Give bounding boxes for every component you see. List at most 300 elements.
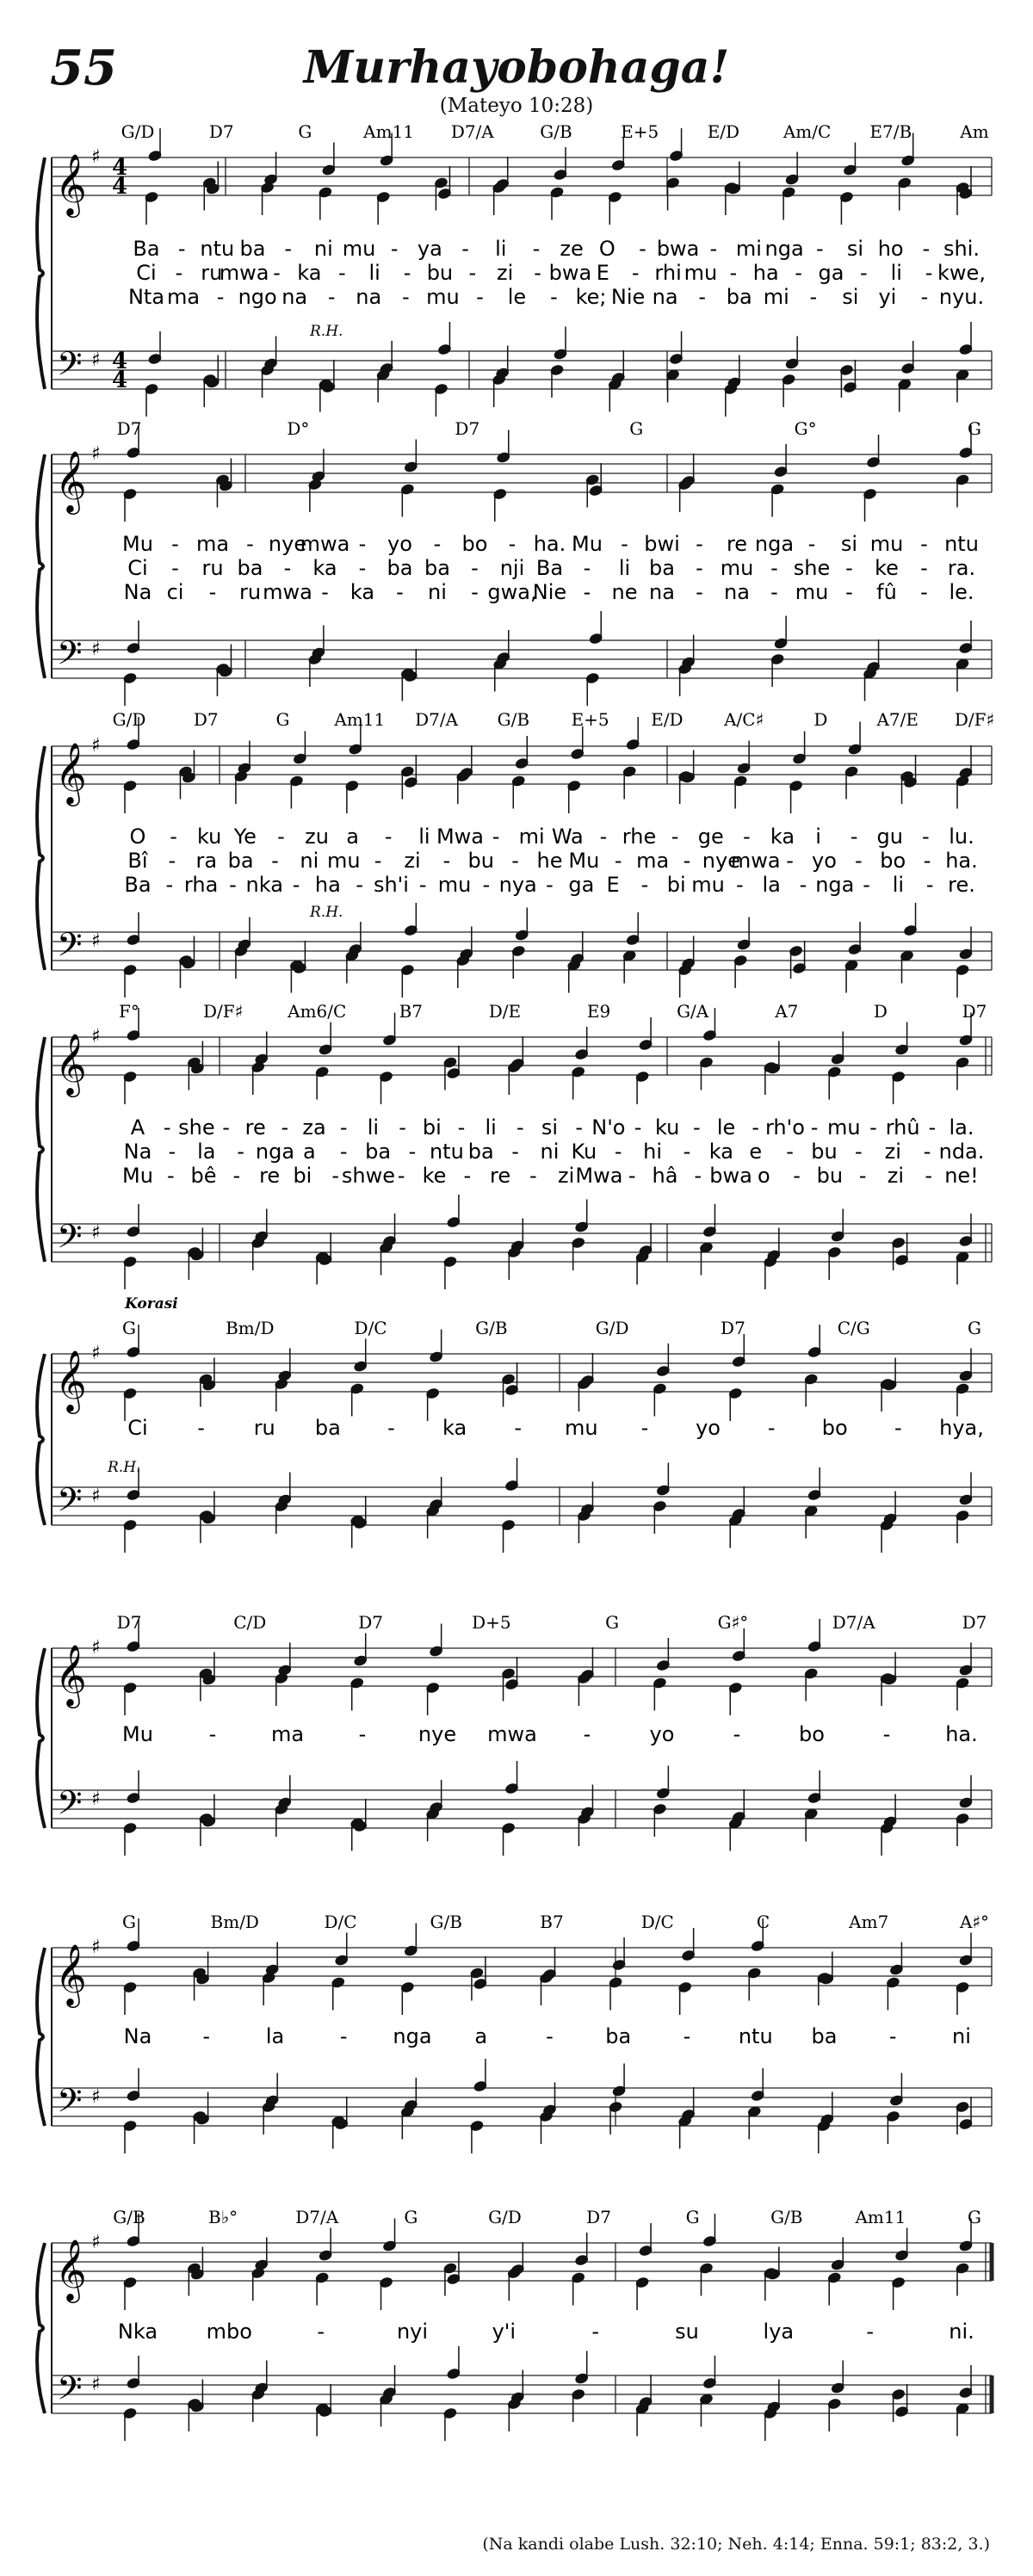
lyric-syllable: ze: [560, 237, 584, 261]
lyric-syllable: hâ: [652, 1164, 678, 1188]
lyric-syllable: ni: [428, 580, 447, 604]
lyric-syllable: -: [229, 873, 237, 897]
lyric-syllable: zi: [884, 1140, 901, 1164]
lyric-syllable: rhû: [885, 1115, 920, 1140]
lyric-syllable: mi: [518, 825, 545, 849]
lyric-syllable: -: [621, 532, 628, 556]
lyric-syllable: ha: [752, 261, 779, 285]
lyric-syllable: -: [163, 1115, 171, 1140]
svg-text:♯: ♯: [91, 735, 101, 757]
lyric-syllable: le: [716, 1115, 736, 1140]
lyric-syllable: -: [358, 556, 367, 580]
chord-symbol: A/C♯: [724, 709, 764, 730]
lyric-syllable: na: [649, 580, 675, 604]
lyric-syllable: mbo: [206, 2320, 252, 2344]
lyric-syllable: Ba: [535, 556, 564, 580]
lyric-syllable: -: [767, 1416, 776, 1440]
lyric-syllable: ku: [655, 1115, 680, 1140]
chord-symbol: D/E: [488, 1001, 522, 1022]
lyric-syllable: -: [845, 556, 853, 580]
lyric-syllable: Nie: [532, 580, 567, 604]
lyric-syllable: -: [390, 237, 399, 261]
lyric-syllable: -: [202, 2024, 211, 2048]
lyric-syllable: bu: [426, 261, 454, 285]
chord-symbol: Am11: [363, 121, 415, 142]
lyric-syllable: Ci: [127, 556, 148, 580]
lyric-syllable: -: [858, 1164, 867, 1188]
lyric-syllable: -: [550, 285, 558, 309]
lyric-syllable: -: [534, 261, 541, 285]
lyric-syllable: ntu: [429, 1140, 464, 1164]
lyric-syllable: re: [490, 1164, 511, 1188]
footer-references: (Na kandi olabe Lush. 32:10; Neh. 4:14; Enna. 59:1; 83:2, 3.): [482, 2535, 990, 2554]
lyric-syllable: nga: [815, 873, 855, 897]
svg-text:𝄢: 𝄢: [57, 1783, 83, 1830]
chord-symbol: G: [122, 1318, 136, 1338]
lyric-syllable: -: [246, 532, 254, 556]
svg-text:♯: ♯: [91, 2374, 101, 2395]
lyric-syllable: A: [130, 1115, 145, 1140]
chord-symbol: D7: [193, 709, 219, 730]
lyric-syllable: -: [442, 849, 451, 873]
lyric-syllable: li: [485, 1115, 497, 1140]
lyric-syllable: -: [920, 532, 928, 556]
lyric-syllable: bwi: [644, 532, 680, 556]
lyric-syllable: -: [532, 237, 541, 261]
chord-symbol: Bm/D: [210, 1912, 259, 1932]
right-hand-label: R.H.: [108, 1459, 141, 1476]
lyric-syllable: ni: [300, 849, 319, 873]
lyric-syllable: zi: [404, 849, 421, 873]
lyric-syllable: ba: [726, 285, 752, 309]
lyric-syllable: ba: [387, 556, 413, 580]
chord-symbol: G: [629, 418, 644, 439]
lyric-syllable: -: [863, 873, 870, 897]
lyric-syllable: ya: [417, 237, 442, 261]
lyric-syllable: Ci: [127, 1416, 148, 1440]
lyric-syllable: ga: [568, 873, 595, 897]
lyric-syllable: ra.: [947, 556, 976, 580]
lyric-syllable: fû: [876, 580, 897, 604]
lyric-syllable: zi: [887, 1164, 905, 1188]
lyric-syllable: mu: [437, 873, 472, 897]
lyric-syllable: -: [923, 1140, 931, 1164]
lyric-syllable: Ye: [233, 825, 257, 849]
lyric-syllable: nye: [418, 1722, 457, 1746]
lyric-syllable: -: [922, 825, 930, 849]
lyric-syllable: Ba: [133, 237, 160, 261]
lyric-syllable: bo: [461, 532, 488, 556]
lyric-syllable: -: [583, 556, 591, 580]
lyric-syllable: rhe: [622, 825, 657, 849]
lyric-syllable: li: [368, 261, 380, 285]
chord-symbol: G: [298, 121, 312, 142]
lyric-syllable: ba: [649, 556, 675, 580]
lyric-syllable: mu: [426, 285, 460, 309]
chord-symbol: G: [605, 1612, 620, 1633]
chord-symbol: G/A: [677, 1001, 709, 1022]
chord-symbol: D/F♯: [954, 709, 995, 730]
lyric-syllable: -: [640, 873, 649, 897]
lyric-syllable: mu: [342, 237, 376, 261]
svg-text:𝄞: 𝄞: [55, 1643, 87, 1706]
lyric-syllable: ba: [365, 1140, 392, 1164]
lyric-syllable: mu: [326, 849, 361, 873]
svg-text:4: 4: [112, 174, 128, 200]
lyric-syllable: ba: [237, 556, 263, 580]
lyric-syllable: -: [922, 237, 931, 261]
chord-symbol: D7: [962, 1612, 987, 1633]
lyric-syllable: yo: [812, 849, 837, 873]
lyric-syllable: ru: [253, 1416, 275, 1440]
chord-symbol: G/B: [497, 709, 530, 730]
chord-symbol: G: [122, 1912, 136, 1932]
chord-symbol: D7: [586, 2207, 611, 2227]
lyric-syllable: -: [736, 873, 744, 897]
lyric-syllable: nya: [498, 873, 537, 897]
lyric-syllable: Bî: [127, 849, 148, 873]
lyric-syllable: -: [482, 873, 491, 897]
lyric-syllable: bwa: [709, 1164, 752, 1188]
chord-symbol: G/B: [430, 1912, 462, 1932]
lyric-syllable: o: [757, 1164, 770, 1188]
lyric-syllable: mu: [720, 556, 754, 580]
svg-text:𝄞: 𝄞: [55, 741, 87, 804]
svg-text:𝄞: 𝄞: [55, 1032, 87, 1095]
lyric-syllable: -: [317, 2320, 325, 2344]
svg-text:𝄢: 𝄢: [57, 1217, 83, 1263]
lyric-syllable: -: [277, 825, 285, 849]
lyric-syllable: nda.: [938, 1140, 985, 1164]
lyric-syllable: -: [591, 2320, 600, 2344]
lyric-syllable: zi: [558, 1164, 575, 1188]
svg-text:♯: ♯: [91, 1937, 101, 1958]
lyric-syllable: ka: [770, 825, 795, 849]
lyric-syllable: -: [631, 261, 640, 285]
lyric-syllable: -: [457, 1115, 466, 1140]
lyric-syllable: nga: [764, 237, 804, 261]
lyric-syllable: -: [696, 532, 703, 556]
lyric-syllable: -: [614, 1140, 622, 1164]
chord-symbol: C/G: [837, 1318, 870, 1338]
scripture-reference: (Mateyo 10:28): [439, 95, 594, 117]
lyric-syllable: ha.: [533, 532, 566, 556]
lyric-syllable: ma: [636, 849, 670, 873]
lyric-syllable: ba: [811, 2024, 838, 2048]
lyric-syllable: le: [507, 285, 527, 309]
lyric-syllable: O: [598, 237, 615, 261]
lyric-syllable: ntu: [738, 2024, 773, 2048]
chord-symbol: B♭°: [208, 2207, 238, 2227]
lyric-syllable: ha: [314, 873, 341, 897]
lyric-syllable: -: [384, 825, 393, 849]
lyric-syllable: Mu: [122, 1164, 153, 1188]
lyric-syllable: -: [327, 285, 336, 309]
lyric-syllable: mu: [826, 1115, 861, 1140]
lyric-syllable: -: [855, 849, 863, 873]
lyric-syllable: mwa: [730, 849, 781, 873]
lyric-syllable: rha: [183, 873, 219, 897]
lyric-syllable: nka: [245, 873, 283, 897]
lyric-syllable: ka: [349, 580, 375, 604]
lyric-syllable: yo: [387, 532, 412, 556]
lyric-syllable: Nie: [610, 285, 646, 309]
lyric-syllable: E: [606, 873, 620, 897]
lyric-syllable: -: [408, 1140, 417, 1164]
lyric-syllable: -: [923, 849, 931, 873]
right-hand-label: R.H.: [310, 323, 343, 340]
chord-symbol: G/D: [121, 121, 155, 142]
chord-symbol: G/D: [488, 2207, 522, 2227]
score-system: [37, 1001, 992, 1289]
chord-symbol: A7/E: [876, 709, 919, 730]
lyric-syllable: mu: [565, 1416, 598, 1440]
lyric-syllable: Na: [123, 2024, 152, 2048]
lyric-syllable: ngo: [238, 285, 277, 309]
lyric-syllable: -: [399, 1115, 406, 1140]
lyric-syllable: -: [492, 825, 500, 849]
svg-text:𝄞: 𝄞: [55, 449, 87, 512]
svg-text:♯: ♯: [91, 1222, 101, 1244]
lyric-syllable: bwa: [656, 237, 700, 261]
lyric-syllable: -: [743, 825, 751, 849]
lyric-syllable: Na: [123, 580, 152, 604]
svg-text:♯: ♯: [91, 1637, 101, 1659]
svg-text:♯: ♯: [91, 1343, 101, 1364]
chord-symbol: Am6/C: [288, 1001, 347, 1022]
lyric-syllable: -: [546, 2024, 554, 2048]
hymn-number: 55: [50, 40, 117, 96]
chord-symbol: C/D: [233, 1612, 267, 1633]
lyric-syllable: ni: [540, 1140, 560, 1164]
chord-symbol: D/F♯: [202, 1001, 244, 1022]
lyric-syllable: Mwa: [436, 825, 485, 849]
lyric-syllable: na: [724, 580, 750, 604]
lyric-syllable: mwa: [300, 532, 350, 556]
chord-symbol: Am: [960, 121, 989, 142]
lyric-syllable: -: [639, 237, 646, 261]
chord-symbol: G: [968, 418, 981, 439]
lyric-syllable: -: [894, 1416, 902, 1440]
lyric-syllable: -: [463, 1164, 472, 1188]
lyric-syllable: a: [303, 1140, 316, 1164]
chord-symbol: D7: [962, 1001, 987, 1022]
lyric-syllable: -: [166, 1164, 175, 1188]
lyric-syllable: -: [793, 1164, 801, 1188]
chord-symbol: A7: [775, 1001, 799, 1022]
lyric-syllable: ma: [195, 532, 230, 556]
lyric-syllable: she: [793, 556, 831, 580]
lyric-syllable: li: [367, 1115, 380, 1140]
section-label: Korasi: [125, 1295, 178, 1313]
lyric-syllable: i: [815, 825, 821, 849]
chord-symbol: D7: [358, 1612, 383, 1633]
lyric-syllable: -: [337, 261, 346, 285]
lyric-syllable: -: [171, 532, 179, 556]
lyric-syllable: mu: [869, 532, 904, 556]
svg-text:♯: ♯: [91, 1026, 101, 1047]
svg-text:♯: ♯: [91, 443, 101, 465]
lyric-syllable: -: [795, 261, 802, 285]
lyric-syllable: -: [433, 532, 442, 556]
lyric-syllable: -: [855, 1140, 863, 1164]
lyric-syllable: mu: [691, 873, 725, 897]
lyric-syllable: -: [815, 237, 824, 261]
lyric-syllable: Ci: [136, 261, 157, 285]
chord-symbol: Am11: [855, 2207, 906, 2227]
lyric-syllable: ba: [467, 1140, 494, 1164]
chord-symbol: D: [873, 1001, 888, 1022]
lyric-syllable: ke: [875, 556, 899, 580]
lyric-syllable: ku: [197, 825, 222, 849]
lyric-syllable: -: [888, 2024, 897, 2048]
lyric-syllable: yi: [878, 285, 897, 309]
lyric-syllable: ge: [697, 825, 724, 849]
lyric-syllable: -: [339, 2024, 348, 2048]
lyric-syllable: -: [208, 580, 217, 604]
lyric-syllable: bo: [799, 1722, 825, 1746]
lyric-syllable: -: [514, 1416, 523, 1440]
svg-text:𝄞: 𝄞: [55, 2238, 87, 2301]
chord-symbol: D7: [208, 121, 234, 142]
lyric-syllable: -: [583, 580, 591, 604]
chord-symbol: B7: [540, 1912, 564, 1932]
lyric-syllable: -: [387, 1416, 395, 1440]
lyric-syllable: Nta: [127, 285, 165, 309]
chord-symbol: D7: [116, 418, 142, 439]
lyric-syllable: -: [845, 580, 853, 604]
lyric-syllable: Nka: [117, 2320, 158, 2344]
svg-text:♯: ♯: [91, 2086, 101, 2108]
lyric-syllable: li: [618, 556, 631, 580]
lyric-syllable: ba: [424, 556, 450, 580]
chord-symbol: G/B: [475, 1318, 508, 1338]
lyric-syllable: -: [461, 237, 469, 261]
chord-symbol: D°: [287, 418, 310, 439]
lyric-syllable: ka: [312, 556, 337, 580]
lyric-syllable: ni.: [949, 2320, 974, 2344]
chord-symbol: E/D: [707, 121, 740, 142]
chord-symbol: D/C: [354, 1318, 387, 1338]
lyric-syllable: -: [546, 873, 554, 897]
lyric-syllable: -: [321, 580, 329, 604]
svg-text:♯: ♯: [91, 1788, 101, 1810]
svg-text:𝄢: 𝄢: [57, 1480, 83, 1527]
lyric-syllable: bê: [190, 1164, 217, 1188]
lyric-syllable: -: [807, 532, 816, 556]
lyric-syllable: lya: [763, 2320, 795, 2344]
lyric-syllable: e: [749, 1140, 763, 1164]
lyric-syllable: bi: [293, 1164, 312, 1188]
lyric-syllable: -: [476, 285, 484, 309]
chord-symbol: D7: [721, 1318, 745, 1338]
lyric-syllable: la.: [949, 1115, 974, 1140]
lyric-syllable: Mu: [572, 532, 603, 556]
lyric-syllable: -: [683, 849, 691, 873]
lyric-syllable: -: [640, 1416, 649, 1440]
chord-symbol: D: [813, 709, 828, 730]
lyric-syllable: ma: [166, 285, 201, 309]
lyric-syllable: nye: [268, 532, 307, 556]
lyric-syllable: ru: [238, 580, 262, 604]
chord-symbol: D/C: [640, 1912, 674, 1932]
lyric-syllable: yo: [649, 1722, 675, 1746]
chord-symbol: G/B: [770, 2207, 803, 2227]
lyric-syllable: -: [237, 1140, 244, 1164]
chord-symbol: G: [968, 2207, 981, 2227]
lyric-syllable: li: [890, 261, 902, 285]
lyric-syllable: -: [575, 1115, 584, 1140]
lyric-syllable: -: [396, 580, 404, 604]
lyric-syllable: -: [920, 285, 929, 309]
chord-symbol: A♯°: [959, 1912, 990, 1932]
lyric-syllable: -: [331, 1164, 340, 1188]
chord-symbol: E7/B: [869, 121, 912, 142]
svg-text:𝄞: 𝄞: [55, 1943, 87, 2005]
lyric-syllable: le.: [949, 580, 974, 604]
lyric-syllable: -: [397, 1164, 405, 1188]
lyric-syllable: nga: [754, 532, 795, 556]
lyric-syllable: yo: [696, 1416, 721, 1440]
lyric-syllable: Wa: [551, 825, 584, 849]
lyric-syllable: ke;: [575, 285, 607, 309]
lyric-syllable: O: [129, 825, 146, 849]
lyric-syllable: Na: [123, 1140, 152, 1164]
lyric-syllable: -: [694, 1164, 702, 1188]
lyric-syllable: re: [726, 532, 748, 556]
lyric-syllable: ma: [270, 1722, 305, 1746]
lyric-syllable: -: [216, 285, 225, 309]
lyric-syllable: ga: [818, 261, 844, 285]
lyric-syllable: -: [869, 1115, 877, 1140]
lyric-syllable: -: [222, 1115, 230, 1140]
lyric-syllable: -: [208, 1722, 217, 1746]
lyric-syllable: bi: [666, 873, 686, 897]
lyric-syllable: ba: [605, 2024, 632, 2048]
lyric-syllable: na: [652, 285, 678, 309]
lyric-syllable: re: [259, 1164, 281, 1188]
lyric-syllable: Ku: [571, 1140, 597, 1164]
score-system: [37, 418, 992, 706]
chord-symbol: C: [756, 1912, 770, 1932]
lyric-syllable: ne!: [944, 1164, 979, 1188]
lyric-syllable: ka: [297, 261, 322, 285]
lyric-syllable: -: [374, 849, 382, 873]
lyric-syllable: ha.: [945, 849, 978, 873]
lyric-syllable: nyu.: [938, 285, 985, 309]
lyric-syllable: si: [846, 237, 864, 261]
lyric-syllable: Mu: [122, 1722, 153, 1746]
lyric-syllable: -: [628, 1164, 636, 1188]
lyric-syllable: ho: [877, 237, 904, 261]
svg-text:4: 4: [112, 368, 128, 393]
lyric-syllable: si: [840, 532, 858, 556]
lyric-syllable: -: [281, 1115, 289, 1140]
lyric-syllable: lu.: [949, 825, 974, 849]
lyric-syllable: -: [683, 2024, 691, 2048]
lyric-syllable: -: [599, 825, 608, 849]
lyric-syllable: -: [693, 1115, 701, 1140]
lyric-syllable: -: [696, 556, 703, 580]
lyric-syllable: mi: [763, 285, 789, 309]
lyric-syllable: -: [508, 532, 516, 556]
lyric-syllable: mwa: [219, 261, 269, 285]
lyric-syllable: -: [809, 285, 818, 309]
lyric-syllable: ru: [201, 261, 223, 285]
lyric-syllable: ha.: [945, 1722, 978, 1746]
lyric-syllable: -: [770, 580, 778, 604]
lyric-syllable: shwe: [341, 1164, 396, 1188]
